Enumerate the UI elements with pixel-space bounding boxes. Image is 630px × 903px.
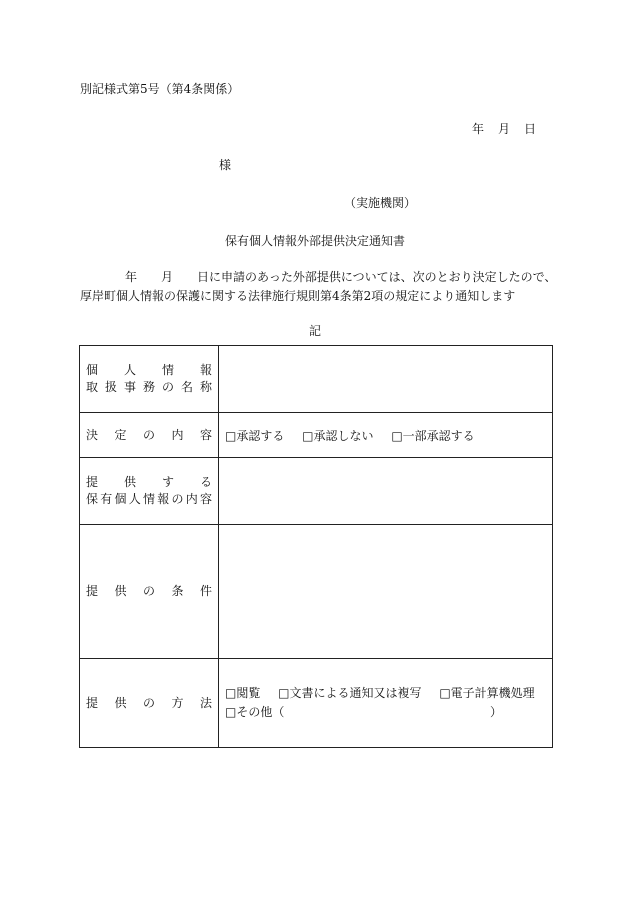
intro-line-2: 厚岸町個人情報の保護に関する法律施行規則第4条第2項の規定により通知します [80, 289, 516, 303]
checkbox-partial-approve[interactable]: □一部承認する [391, 428, 475, 443]
row-method [80, 659, 553, 748]
method-options-line2 [225, 703, 546, 722]
checkbox-approve[interactable]: □承認する [225, 428, 285, 443]
row-decision [80, 413, 553, 458]
office-name-value[interactable] [219, 346, 553, 413]
intro-line-1: 年 月 日に申請のあった外部提供については、次のとおり決定したので、 [125, 270, 557, 284]
info-content-value[interactable] [219, 458, 553, 525]
label-decision-text: 決定の内容 [86, 427, 212, 442]
label-conditions [80, 525, 219, 659]
decision-options [219, 413, 553, 458]
conditions-value[interactable] [219, 525, 553, 659]
checkbox-electronic[interactable]: □電子計算機処理 [439, 686, 535, 700]
label-office-name [80, 346, 219, 413]
checkbox-document-copy[interactable]: □文書による通知又は複写 [278, 686, 422, 700]
label-method-text: 提供の方法 [86, 695, 212, 710]
checkbox-not-approve[interactable]: □承認しない [302, 428, 374, 443]
method-options-line1 [225, 684, 546, 703]
label-decision [80, 413, 219, 458]
row-conditions [80, 525, 553, 659]
label-info-content-line1: 提供する [86, 475, 212, 489]
checkbox-other[interactable]: □その他（ [225, 705, 285, 719]
label-office-name-line2: 取扱事務の名称 [86, 380, 212, 394]
other-close-paren: ） [489, 705, 502, 719]
label-conditions-text: 提供の条件 [86, 584, 212, 598]
document-title: 保有個人情報外部提供決定通知書 [224, 234, 405, 248]
form-number: 別記様式第5号（第4条関係） [80, 82, 240, 96]
label-office-name-line1: 個人情報 [86, 363, 212, 377]
label-info-content [80, 458, 219, 525]
ki-heading: 記 [308, 324, 321, 338]
notice-table [79, 345, 553, 748]
date-line: 年 月 日 [472, 122, 538, 136]
row-info-content [80, 458, 553, 525]
method-options [219, 659, 553, 748]
addressee: 様 [219, 158, 232, 172]
label-method [80, 659, 219, 748]
checkbox-inspection[interactable]: □閲覧 [225, 686, 261, 700]
implementing-agency: （実施機関） [344, 196, 417, 210]
label-info-content-line2: 保有個人情報の内容 [86, 492, 212, 506]
row-office-name [80, 346, 553, 413]
